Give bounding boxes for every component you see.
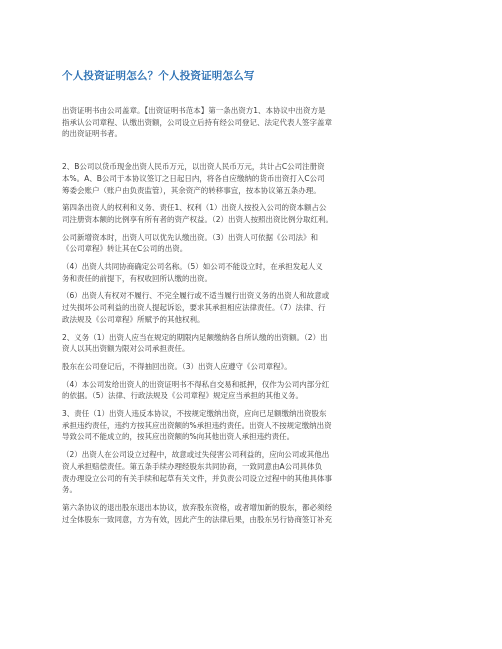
paragraph-line: 承担违约责任，违约方按其应出资额的%承担违约责任。出资人不按规定缴纳出资 — [62, 420, 332, 430]
document-title: 个人投资证明怎么？个人投资证明怎么写 — [62, 70, 255, 82]
paragraph-line: 2、B公司以货币现金出资人民币万元，以出资人民币万元，共计占C公司注册资 — [62, 162, 325, 172]
paragraph-line: 资人承担赔偿责任。第五条手续办理经股东共同协商，一致同意由A公司具体负 — [62, 461, 323, 471]
paragraph — [62, 502, 444, 525]
paragraph — [62, 105, 444, 140]
paragraph-line: 导致公司不能成立的，按其应出资额的%向其他出资人承担违约责任。 — [62, 432, 295, 442]
paragraph-line: 出资证明书由公司盖章。【出资证明书范本】第一条出资方1、本协议中出资方是 — [62, 106, 326, 115]
paragraph-line: （6）出资人有权对不履行、不完全履行或不适当履行出资义务的出资人和故意或 — [62, 291, 330, 301]
paragraph-line: 3、责任（1）出资人违反本协议，不按规定缴纳出资，应向已足额缴纳出资股东 — [62, 409, 327, 419]
paragraph-line: （2）出资人在公司设立过程中，故意或过失侵害公司利益的，应向公司或其他出 — [62, 450, 330, 460]
paragraph-line: 公司新增资本时，出资人可以优先认缴出资。（3）出资人可依据《公司法》和 — [62, 232, 319, 242]
paragraph-line: 筹委会账户（账户由负责监管），其余资产的转移事宜，按本协议第五条办理。 — [62, 185, 321, 195]
paragraph — [62, 361, 444, 373]
paragraph — [62, 290, 444, 325]
paragraph-line: 的出资证明书者。 — [62, 129, 122, 139]
paragraph-line: 第六条协议的退出股东退出本协议，放弃股东资格，或者增加新的股东，都必须经 — [62, 502, 332, 512]
paragraph-line: 本%。A、B公司于本协议签订之日起日内，将各自应缴纳的货币出资打入C公司 — [62, 173, 325, 183]
document-body — [62, 105, 444, 531]
paragraph-line: 资人以其出资额为限对公司承担责任。 — [62, 344, 190, 354]
paragraph — [62, 202, 444, 225]
paragraph-line: 指承认公司章程、认缴出资额，公司设立后持有经公司登记、法定代表人签字盖章 — [62, 117, 332, 127]
paragraph-line: 责办理设立公司的有关手续和起草有关文件，并负责公司设立过程中的其他具体事 — [62, 473, 332, 483]
paragraph-line: 过失损坏公司利益的出资人提起诉讼，要求其承担相应法律责任。（7）法律、行 — [62, 303, 326, 313]
paragraph — [62, 408, 444, 443]
paragraph-line: 第四条出资人的权利和义务、责任1、权利（1）出资人按投入公司的资本额占公 — [62, 203, 327, 213]
paragraph-line: 司注册资本额的比例享有所有者的资产权益。（2）出资人按照出资比例分取红利。 — [62, 214, 334, 224]
paragraph-line: （4）本公司发给出资人的出资证明书不得私自交易和抵押，仅作为公司内部分红 — [62, 379, 330, 389]
paragraph-line: 《公司章程》转让其在C公司的出资。 — [62, 244, 188, 254]
paragraph — [62, 161, 444, 196]
paragraph-line: 务。 — [62, 485, 77, 495]
paragraph-line: 政法规及《公司章程》所赋予的其他权利。 — [62, 314, 205, 324]
paragraph — [62, 379, 444, 402]
paragraph — [62, 449, 444, 496]
paragraph-line: （4）出资人共同协商确定公司名称。（5）如公司不能设立时，在承担发起人义 — [62, 262, 323, 272]
paragraph-line: 务和责任的前提下，有权收回所认缴的出资。 — [62, 273, 212, 283]
paragraph-line: 的依据。（5）法律、行政法规及《公司章程》规定应当承担的其他义务。 — [62, 391, 304, 401]
paragraph — [62, 332, 444, 355]
paragraph-line: 2、义务（1）出资人应当在规定的期限内足额缴纳各自所认缴的出资额。（2）出 — [62, 332, 328, 342]
paragraph — [62, 261, 444, 284]
paragraph — [62, 232, 444, 255]
paragraph-line: 过全体股东一致同意，方为有效，因此产生的法律后果，由股东另行协商签订补充 — [62, 514, 332, 524]
paragraph-line: 股东在公司登记后，不得抽回出资。（3）出资人应遵守《公司章程》。 — [62, 361, 292, 371]
